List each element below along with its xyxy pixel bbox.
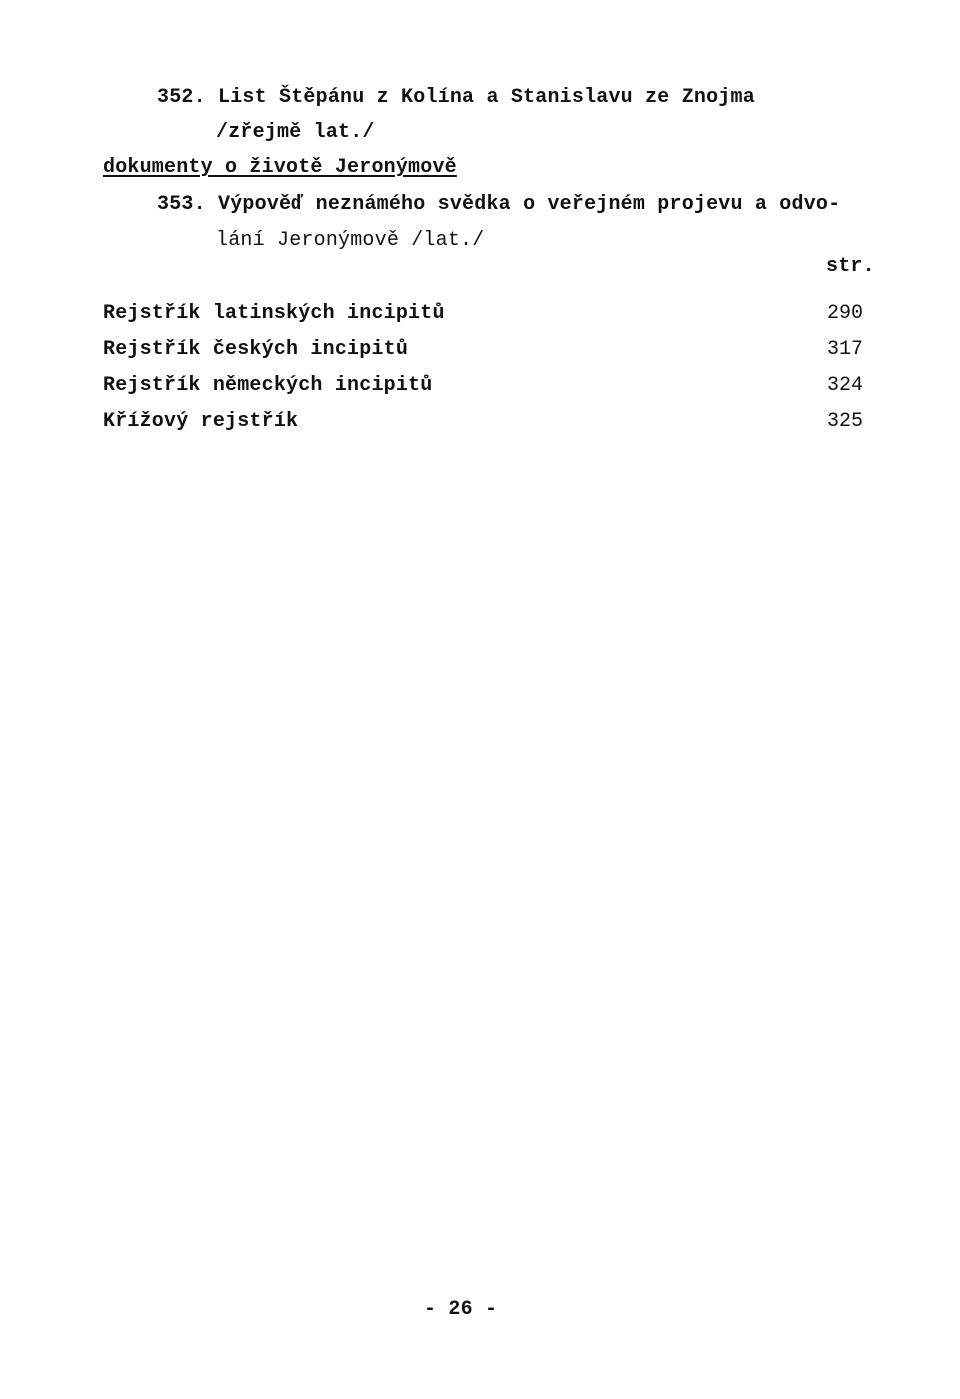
index-row-page: 324: [826, 374, 863, 397]
page-column-label: str.: [826, 255, 875, 278]
page-number: - 26 -: [424, 1298, 498, 1321]
entry-title: List Štěpánu z Kolína a Stanislavu ze Znojma: [218, 86, 755, 109]
entry-number: 353.: [157, 193, 206, 216]
index-row-label: Rejstřík latinských incipitů: [103, 302, 445, 325]
entry-353-line2: lání Jeronýmově /lat./: [216, 229, 485, 252]
index-row-label: Rejstřík německých incipitů: [103, 374, 433, 397]
index-row-label: Rejstřík českých incipitů: [103, 338, 409, 361]
index-row-label: Křížový rejstřík: [103, 410, 299, 433]
entry-353: [157, 193, 840, 217]
index-row-page: 325: [826, 410, 863, 433]
entry-352-line2: /zřejmě lat./: [216, 121, 375, 144]
index-row-page: 317: [826, 338, 863, 361]
entry-number: 352.: [157, 86, 206, 109]
section-heading: dokumenty o životě Jeronýmově: [103, 156, 457, 179]
entry-title: Výpověď neznámého svědka o veřejném projevu a odvo-: [218, 193, 841, 216]
entry-352: [157, 86, 755, 110]
index-row-page: 290: [826, 302, 863, 325]
